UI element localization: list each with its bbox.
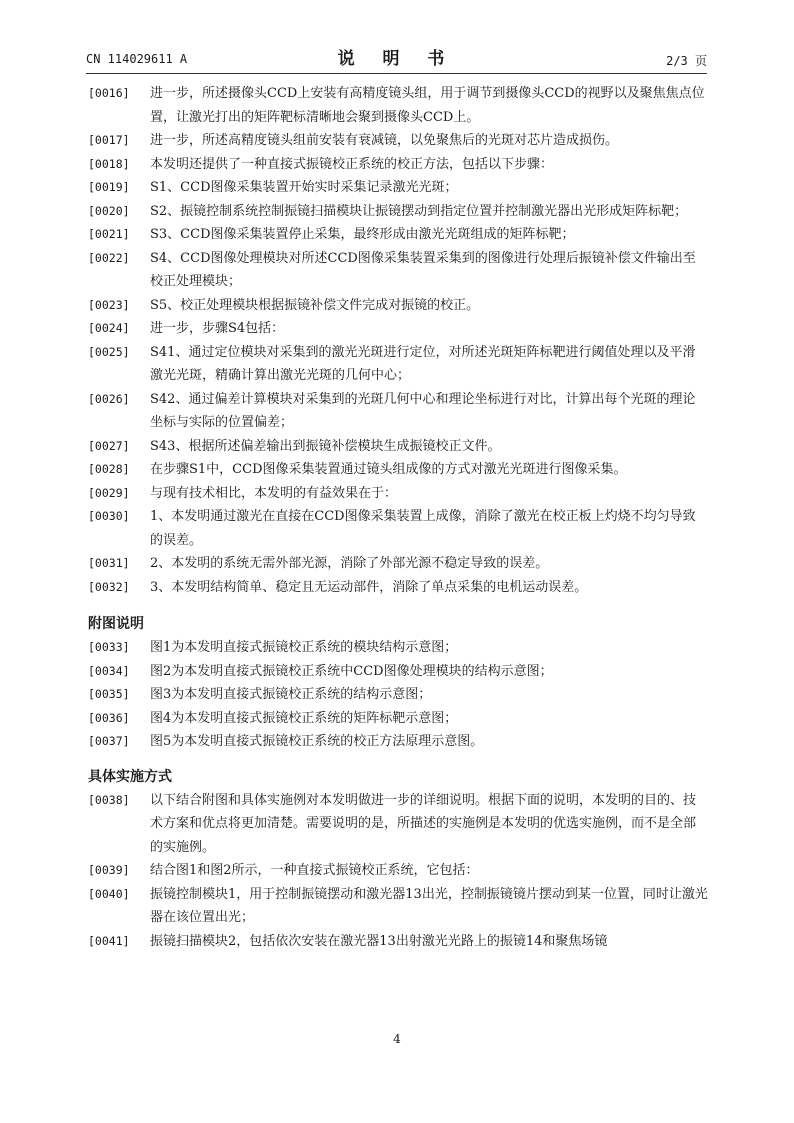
- paragraph: [88, 176, 708, 200]
- paragraph-number: [0024]: [88, 321, 130, 335]
- paragraph: [88, 552, 708, 576]
- paragraph-text: S43、根据所述偏差输出到振镜补偿模块生成振镜校正文件。: [150, 438, 501, 454]
- paragraph: [88, 482, 708, 506]
- paragraph-number: [0022]: [88, 250, 130, 265]
- paragraph: [88, 153, 708, 177]
- paragraph-text: 图4为本发明直接式振镜校正系统的矩阵标靶示意图；: [150, 710, 458, 726]
- paragraph-number: [0025]: [88, 344, 130, 359]
- paragraph-number: [0023]: [88, 297, 130, 312]
- paragraph-text: 进一步，所述高精度镜头组前安装有衰减镜，以免聚焦后的光斑对芯片造成损伤。: [150, 133, 619, 148]
- paragraph-number: [0018]: [88, 156, 130, 171]
- paragraph-text: S5、校正处理模块根据振镜补偿文件完成对振镜的校正。: [150, 297, 480, 313]
- paragraph: [88, 707, 708, 731]
- paragraph-number: [0035]: [88, 687, 130, 701]
- page-indicator: 2/3 页: [666, 54, 707, 68]
- paragraph-number: [0028]: [88, 462, 130, 476]
- paragraph-text: 本发明还提供了一种直接式振镜校正系统的校正方法，包括以下步骤：: [150, 156, 554, 172]
- paragraph: [88, 388, 708, 435]
- paragraph-text: S41、通过定位模块对采集到的激光光斑进行定位，对所述光斑矩阵标靶进行阈值处理以及平滑激光光斑，精确计算出激光光斑的几何中心；: [150, 344, 696, 383]
- paragraph-text: 2、本发明的系统无需外部光源，消除了外部光源不稳定导致的误差。: [150, 556, 549, 571]
- paragraph-number: [0040]: [88, 886, 130, 901]
- paragraph: [88, 317, 708, 341]
- paragraph-text: 与现有技术相比，本发明的有益效果在于：: [150, 485, 398, 501]
- paragraph: [88, 505, 708, 552]
- paragraph-number: [0021]: [88, 227, 130, 241]
- paragraph-number: [0041]: [88, 933, 130, 948]
- paragraph: [88, 82, 708, 129]
- paragraph: [88, 576, 708, 600]
- page-header: [86, 44, 707, 70]
- paragraph-number: [0029]: [88, 485, 130, 500]
- paragraph-number: [0026]: [88, 391, 130, 406]
- page-number: 4: [393, 1032, 401, 1046]
- paragraph-number: [0016]: [88, 86, 130, 100]
- paragraph-text: 图2为本发明直接式振镜校正系统中CCD图像处理模块的结构示意图；: [150, 663, 553, 679]
- paragraph-text: S3、CCD图像采集装置停止采集，最终形成由激光光斑组成的矩阵标靶；: [150, 227, 575, 242]
- paragraph: [88, 458, 708, 482]
- paragraph-group-figures: [88, 636, 708, 754]
- paragraph: [88, 683, 708, 707]
- paragraph-text: S2、振镜控制系统控制振镜扫描模块让振镜摆动到指定位置并控制激光器出光形成矩阵标靶；: [150, 203, 688, 219]
- paragraph-number: [0033]: [88, 640, 130, 654]
- paragraph-text: 进一步，步骤S4包括：: [150, 321, 285, 336]
- paragraph: [88, 223, 708, 247]
- paragraph-text: 图3为本发明直接式振镜校正系统的结构示意图；: [150, 687, 432, 702]
- paragraph-text: 结合图1和图2所示，一种直接式振镜校正系统，它包括：: [150, 863, 479, 878]
- paragraph-number: [0034]: [88, 663, 130, 678]
- paragraph-number: [0019]: [88, 180, 130, 194]
- paragraph-number: [0020]: [88, 203, 130, 218]
- paragraph-number: [0027]: [88, 438, 130, 453]
- paragraph: [88, 883, 708, 930]
- paragraph: [88, 859, 708, 883]
- header-divider: [86, 73, 707, 74]
- paragraph-text: 1、本发明通过激光在直接在CCD图像采集装置上成像，消除了激光在校正板上灼烧不均匀导致的误差。: [150, 509, 696, 548]
- paragraph-text: 进一步，所述摄像头CCD上安装有高精度镜头组，用于调节到摄像头CCD的视野以及聚焦焦点位置，让激光打出的矩阵靶标清晰地会聚到摄像头CCD上。: [150, 86, 705, 125]
- paragraph-text: S4、CCD图像处理模块对所述CCD图像采集装置采集到的图像进行处理后振镜补偿文件输出至校正处理模块；: [150, 250, 696, 289]
- paragraph-number: [0039]: [88, 863, 130, 877]
- paragraph-text: S1、CCD图像采集装置开始实时采集记录激光光斑；: [150, 180, 458, 195]
- paragraph-number: [0032]: [88, 579, 130, 594]
- document-body: [88, 82, 708, 953]
- paragraph: [88, 294, 708, 318]
- paragraph-number: [0017]: [88, 133, 130, 147]
- paragraph-text: 图5为本发明直接式振镜校正系统的校正方法原理示意图。: [150, 734, 484, 749]
- paragraph-number: [0037]: [88, 734, 130, 748]
- paragraph-text: 振镜扫描模块2，包括依次安装在激光器13出射激光光路上的振镜14和聚焦场镜: [150, 933, 608, 949]
- paragraph: [88, 435, 708, 459]
- paragraph: [88, 730, 708, 754]
- paragraph-group-top: [88, 82, 708, 599]
- paragraph-text: 3、本发明结构简单、稳定且无运动部件，消除了单点采集的电机运动误差。: [150, 579, 588, 595]
- paragraph: [88, 247, 708, 294]
- paragraph-text: 以下结合附图和具体实施例对本发明做进一步的详细说明。根据下面的说明，本发明的目的、技术方案和优点将更加清楚。需要说明的是，所描述的实施例是本发明的优选实施例，而不是全部的实施例。: [150, 792, 697, 855]
- paragraph: [88, 341, 708, 388]
- paragraph-text: 在步骤S1中，CCD图像采集装置通过镜头组成像的方式对激光光斑进行图像采集。: [150, 462, 627, 477]
- paragraph-text: 图1为本发明直接式振镜校正系统的模块结构示意图；: [150, 640, 458, 655]
- paragraph: [88, 636, 708, 660]
- paragraph: [88, 930, 708, 954]
- paragraph-text: 振镜控制模块1，用于控制振镜摆动和激光器13出光，控制振镜镜片摆动到某一位置，同时让激光器在该位置出光；: [150, 886, 708, 925]
- section-heading-embodiment: 具体实施方式: [88, 768, 172, 785]
- paragraph: [88, 660, 708, 684]
- paragraph-number: [0036]: [88, 710, 130, 725]
- paragraph: [88, 129, 708, 153]
- document-title: 说 明 书: [337, 49, 456, 69]
- paragraph-number: [0038]: [88, 792, 130, 807]
- paragraph: [88, 789, 708, 860]
- paragraph-number: [0031]: [88, 556, 130, 570]
- section-heading-figures: 附图说明: [88, 616, 144, 632]
- patent-number: CN 114029611 A: [86, 52, 188, 66]
- paragraph-number: [0030]: [88, 509, 130, 523]
- paragraph: [88, 200, 708, 224]
- paragraph-group-embodiment: [88, 789, 708, 954]
- paragraph-text: S42、通过偏差计算模块对采集到的光斑几何中心和理论坐标进行对比，计算出每个光斑的理论坐标与实际的位置偏差；: [150, 391, 696, 430]
